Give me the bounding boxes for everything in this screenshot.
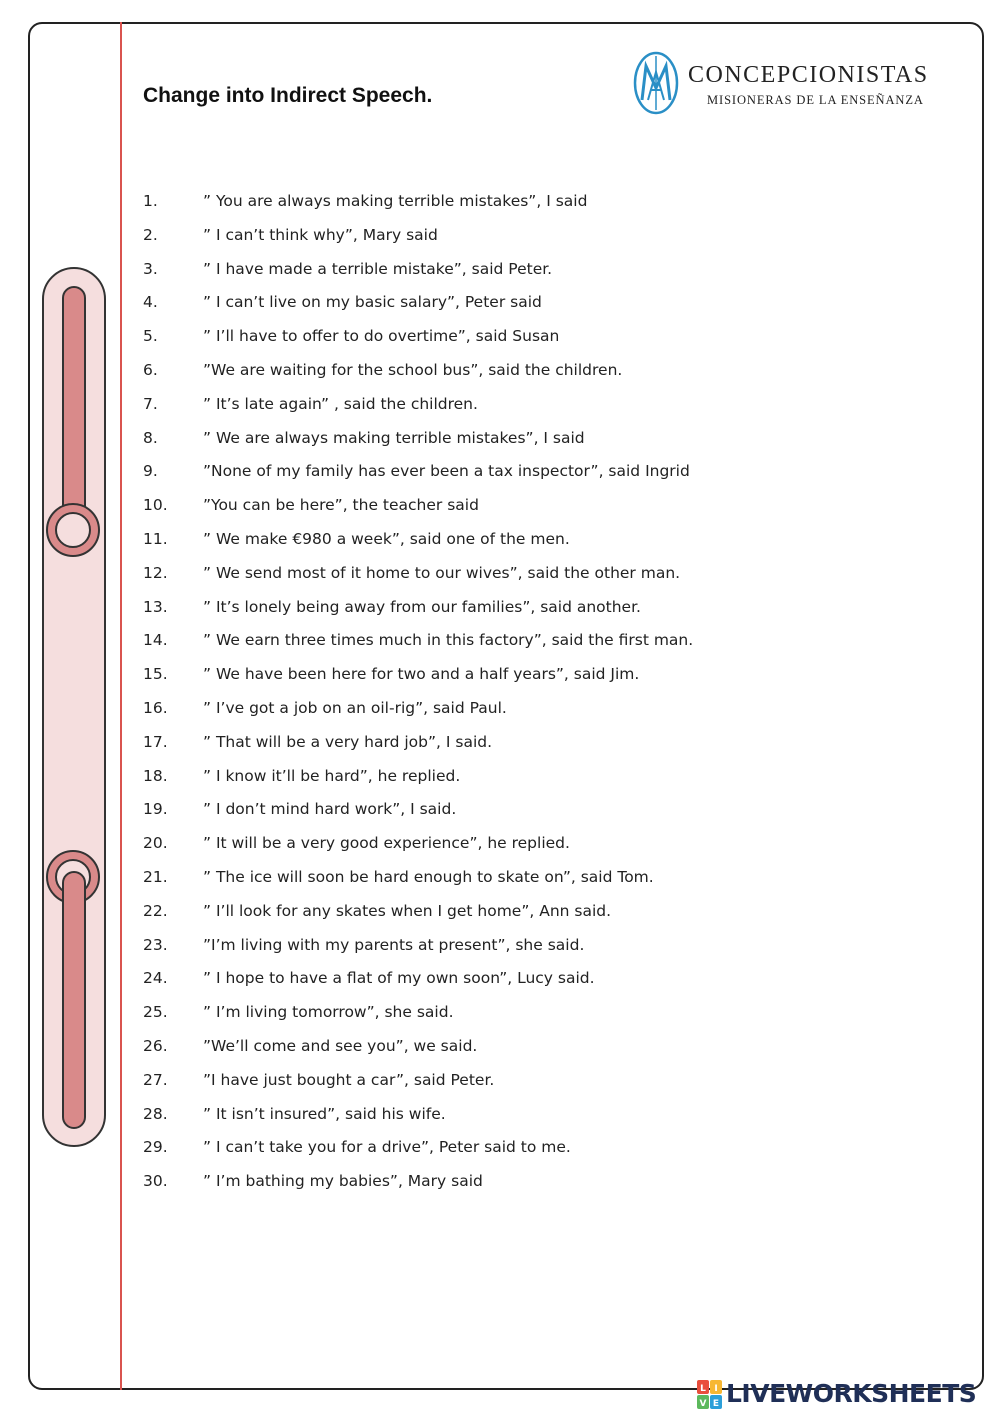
list-item [143,286,923,320]
item-sentence: ”I have just bought a car”, said Peter. [203,1070,495,1089]
item-sentence: ” I can’t think why”, Mary said [203,225,438,244]
list-item [143,1030,923,1064]
svg-text:E: E [712,1399,720,1409]
list-item [143,253,923,287]
item-number: 2. [143,225,158,244]
list-item [143,1098,923,1132]
item-sentence: ” We have been here for two and a half years”, said Jim. [203,665,640,684]
school-subtitle: MISIONERAS DE LA ENSEÑANZA [707,93,924,107]
list-item [143,591,923,625]
item-number: 14. [143,631,168,650]
item-number: 27. [143,1070,168,1089]
item-number: 24. [143,969,168,988]
item-number: 20. [143,834,168,853]
item-sentence: ” I’ll look for any skates when I get home”, Ann said. [203,901,612,920]
item-number: 28. [143,1104,168,1123]
item-sentence: ” We send most of it home to our wives”, said the other man. [203,563,681,582]
item-number: 9. [143,462,158,481]
item-sentence: ”You can be here”, the teacher said [203,496,479,515]
item-sentence: ” You are always making terrible mistakes”, I said [203,192,588,210]
item-sentence: ” That will be a very hard job”, I said. [203,732,493,751]
item-number: 29. [143,1138,168,1157]
item-sentence: ” I can’t live on my basic salary”, Peter said [203,293,542,312]
item-number: 10. [143,496,168,515]
exercise-list [143,185,923,1199]
item-number: 13. [143,597,168,616]
item-sentence: ” It will be a very good experience”, he replied. [203,834,570,853]
svg-text:L: L [700,1384,706,1394]
item-sentence: ” It isn’t insured”, said his wife. [203,1104,446,1123]
item-sentence: ” I have made a terrible mistake”, said Peter. [203,259,553,278]
list-item [143,624,923,658]
item-number: 18. [143,766,168,785]
list-item [143,219,923,253]
school-emblem-icon [632,50,680,116]
list-item [143,557,923,591]
item-sentence: ” I know it’ll be hard”, he replied. [203,766,461,785]
list-item [143,827,923,861]
item-number: 25. [143,1003,168,1022]
list-item [143,793,923,827]
item-number: 21. [143,867,168,886]
list-item [143,185,923,219]
item-number: 22. [143,901,168,920]
item-sentence: ” I’m bathing my babies”, Mary said [203,1172,483,1191]
list-item [143,760,923,794]
list-item [143,455,923,489]
item-sentence: ” I’m living tomorrow”, she said. [203,1003,454,1022]
margin-line [120,22,122,1390]
list-item [143,354,923,388]
list-item [143,1165,923,1199]
item-sentence: ” It’s late again” , said the children. [203,394,478,413]
liveworksheets-brand: LIVEWORKSHEETS [726,1379,977,1408]
item-sentence: ” We earn three times much in this factory”, said the first man. [203,631,694,650]
item-number: 30. [143,1172,168,1191]
item-sentence: ”I’m living with my parents at present”, she said. [203,935,585,954]
liveworksheets-logo [697,1378,997,1412]
item-sentence: ” I can’t take you for a drive”, Peter said to me. [203,1138,571,1157]
liveworksheets-badge-icon [697,1380,723,1410]
list-item [143,320,923,354]
item-sentence: ” We make €980 a week”, said one of the men. [203,529,570,548]
svg-text:I: I [714,1384,718,1394]
binder-bar-top [63,287,85,535]
list-item [143,861,923,895]
item-number: 8. [143,428,158,447]
item-sentence: ” I hope to have a flat of my own soon”, Lucy said. [203,969,595,988]
list-item [143,388,923,422]
item-sentence: ” It’s lonely being away from our families”, said another. [203,597,641,616]
item-sentence: ”None of my family has ever been a tax inspector”, said Ingrid [203,462,690,481]
worksheet-title: Change into Indirect Speech. [143,84,433,107]
item-number: 15. [143,665,168,684]
item-number: 4. [143,293,158,312]
item-sentence: ” The ice will soon be hard enough to skate on”, said Tom. [203,867,654,886]
binder-tab [0,0,130,1413]
item-number: 3. [143,259,158,278]
item-number: 19. [143,800,168,819]
item-number: 5. [143,327,158,346]
item-sentence: ”We are waiting for the school bus”, said the children. [203,360,623,379]
item-sentence: ” I don’t mind hard work”, I said. [203,800,457,819]
list-item [143,523,923,557]
list-item [143,895,923,929]
item-number: 12. [143,563,168,582]
item-number: 23. [143,935,168,954]
list-item [143,726,923,760]
list-item [143,929,923,963]
list-item [143,1064,923,1098]
item-number: 16. [143,698,168,717]
item-sentence: ” We are always making terrible mistakes”, I said [203,428,585,447]
item-number: 7. [143,394,158,413]
list-item [143,422,923,456]
item-number: 1. [143,192,158,210]
list-item [143,658,923,692]
item-number: 26. [143,1036,168,1055]
item-sentence: ”We’ll come and see you”, we said. [203,1036,478,1055]
school-name: CONCEPCIONISTAS [688,62,929,88]
item-number: 17. [143,732,168,751]
list-item [143,962,923,996]
item-sentence: ” I’ve got a job on an oil-rig”, said Paul. [203,698,507,717]
item-number: 6. [143,360,158,379]
list-item [143,996,923,1030]
item-number: 11. [143,529,168,548]
item-sentence: ” I’ll have to offer to do overtime”, said Susan [203,327,560,346]
list-item [143,489,923,523]
list-item [143,692,923,726]
binder-bar-bottom [63,872,85,1128]
list-item [143,1131,923,1165]
svg-text:V: V [699,1399,707,1409]
school-logo [632,48,972,118]
